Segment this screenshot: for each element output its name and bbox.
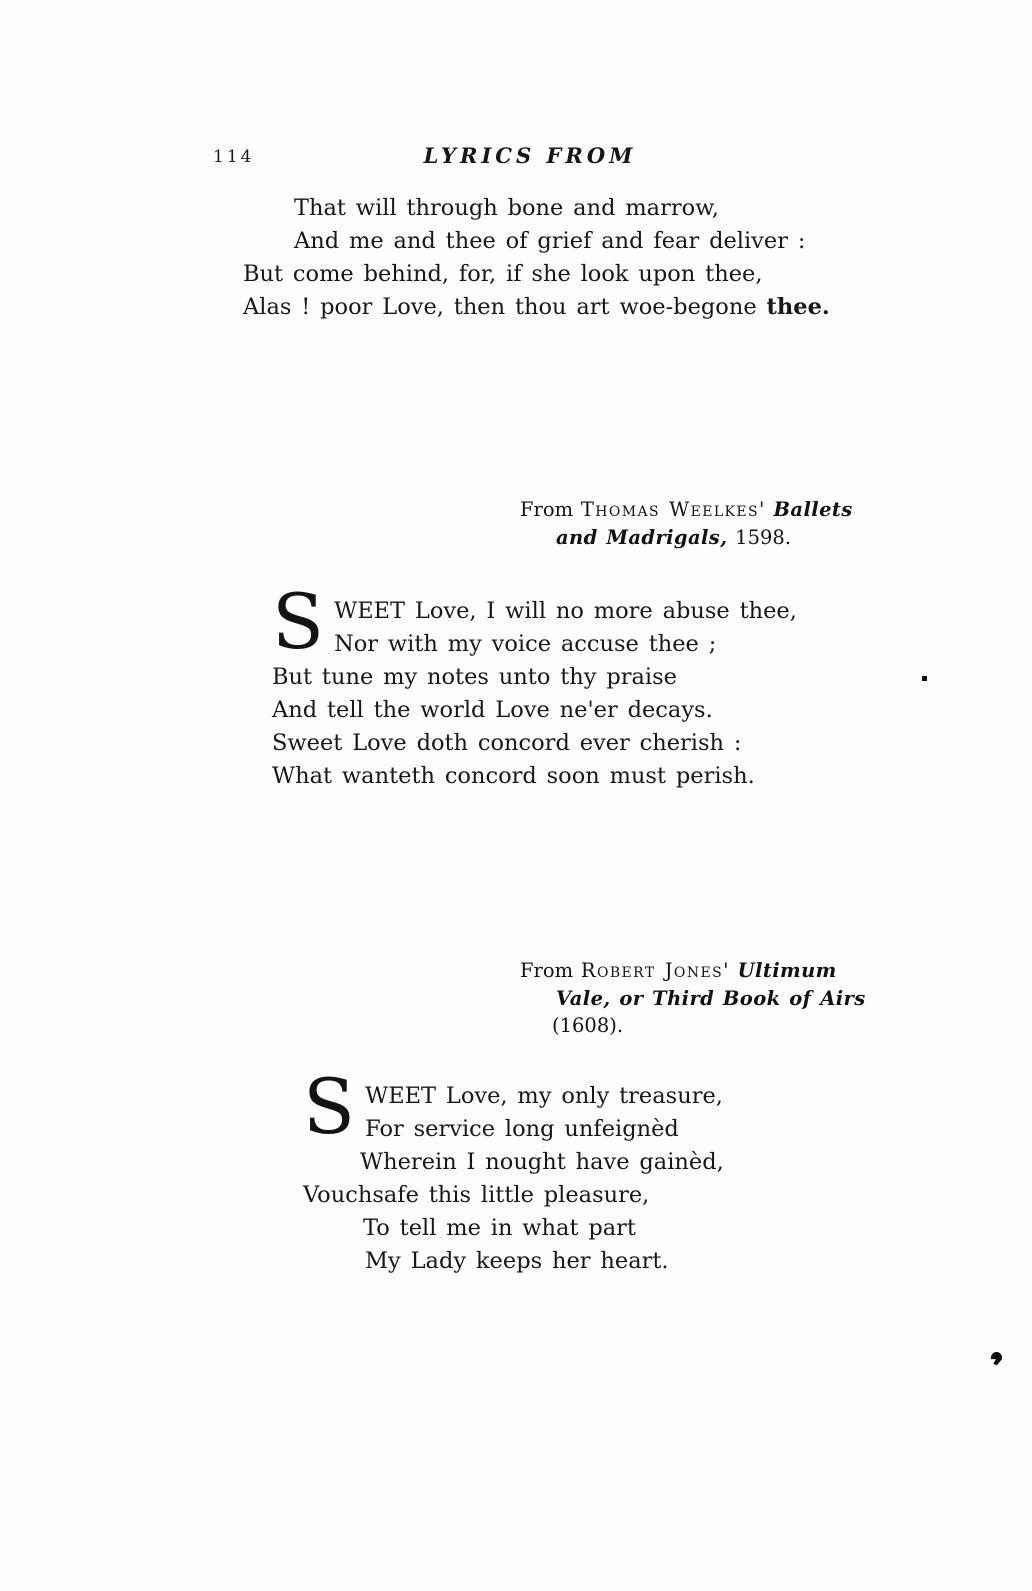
attribution-prefix: From xyxy=(520,959,574,982)
attribution-work-title: Vale, or Third Book of Airs xyxy=(556,986,866,1010)
poem-line: To tell me in what part xyxy=(363,1215,636,1241)
poem-line: Nor with my voice accuse thee ; xyxy=(334,631,717,657)
poem-line: And me and thee of grief and fear deliver : xyxy=(294,228,806,254)
poem-line: But tune my notes unto thy praise xyxy=(272,664,677,690)
stanza-weelkes-lyric xyxy=(272,577,912,793)
poem-line-text: Alas ! poor Love, then thou art woe-begone xyxy=(243,294,767,320)
poem-line: Sweet Love doth concord ever cherish : xyxy=(272,730,742,756)
poem-line-text-bold: thee. xyxy=(766,294,830,320)
stanza-jones-lyric xyxy=(303,1062,863,1278)
attribution-work-title: Ultimum xyxy=(737,959,837,982)
attribution-work-title: Ballets xyxy=(773,498,853,521)
attribution-line xyxy=(556,524,853,552)
attribution-line xyxy=(520,957,866,985)
attribution-jones xyxy=(520,957,866,1040)
poem-line: For service long unfeignèd xyxy=(365,1116,679,1142)
attribution-prefix: From xyxy=(520,498,574,521)
attribution-year: 1598. xyxy=(735,525,791,549)
poem-line: But come behind, for, if she look upon thee, xyxy=(243,261,763,287)
drop-cap-initial: S xyxy=(303,1062,356,1151)
attribution-line xyxy=(520,496,853,524)
attribution-weelkes xyxy=(520,496,853,551)
attribution-author: Robert Jones' xyxy=(580,959,730,982)
stanza-continuation xyxy=(243,192,883,324)
ink-speck xyxy=(922,676,927,681)
ink-speck xyxy=(991,1352,1002,1365)
poem-line: What wanteth concord soon must perish. xyxy=(272,763,755,789)
poem-line: Vouchsafe this little pleasure, xyxy=(303,1182,650,1208)
drop-cap-initial: S xyxy=(272,577,325,666)
poem-line: That will through bone and marrow, xyxy=(294,195,719,221)
poem-line: WEET Love, I will no more abuse thee, xyxy=(334,598,797,624)
running-title: LYRICS FROM xyxy=(423,143,637,168)
page-number: 114 xyxy=(213,147,255,167)
attribution-work-title: and Madrigals, xyxy=(556,525,728,549)
attribution-year: (1608). xyxy=(552,1014,624,1037)
attribution-line xyxy=(556,985,866,1013)
poem-line: Wherein I nought have gainèd, xyxy=(360,1149,724,1175)
poem-line: WEET Love, my only treasure, xyxy=(365,1083,723,1109)
attribution-author: Thomas Weelkes' xyxy=(580,498,766,521)
poem-line: My Lady keeps her heart. xyxy=(365,1248,669,1274)
poem-line: And tell the world Love ne'er decays. xyxy=(272,697,713,723)
poem-line xyxy=(243,291,883,324)
